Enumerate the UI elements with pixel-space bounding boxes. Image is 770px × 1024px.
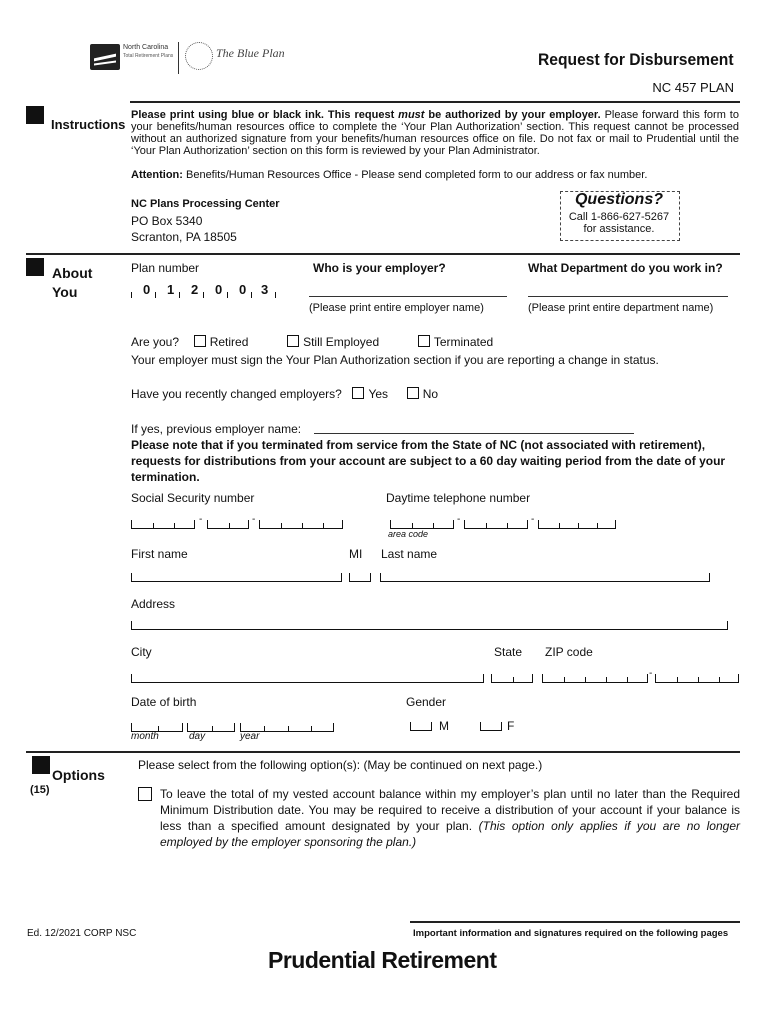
status-note: Your employer must sign the Your Plan Authorization section if you are reporting a change in status. — [131, 353, 659, 367]
termination-note: Please note that if you terminated from service from the State of NC (not associated with retirement), requests for distributions from your account are subject to a 60 day waiting period from the date of your termination. — [131, 438, 726, 484]
questions-title: Questions? — [574, 191, 663, 208]
ssn-separator: - — [252, 514, 256, 525]
ssn-label: Social Security number — [131, 491, 255, 505]
state-label: State — [494, 645, 523, 659]
form-title: Request for Disbursement — [538, 50, 734, 69]
logo-area — [90, 42, 300, 76]
footer-rule — [410, 921, 740, 923]
last-name-label: Last name — [381, 547, 438, 561]
instructions-rule — [26, 253, 740, 255]
department-hint: (Please print entire department name) — [528, 302, 714, 314]
checkbox-still-employed[interactable] — [287, 335, 299, 347]
checkbox-retired[interactable] — [194, 335, 206, 347]
ssn-field-3[interactable] — [259, 520, 343, 529]
employer-question: Who is your employer? — [313, 261, 446, 275]
ssn-separator: - — [199, 514, 203, 525]
zip-field[interactable] — [542, 674, 648, 683]
phone-line-field[interactable] — [538, 520, 616, 529]
script-logo-text: The Blue Plan — [216, 46, 285, 60]
no-label: No — [422, 387, 439, 401]
yes-label: Yes — [368, 387, 389, 401]
ssn-field-2[interactable] — [207, 520, 249, 529]
address-line2: Scranton, PA 18505 — [131, 230, 237, 244]
area-code-label: area code — [388, 529, 429, 539]
last-name-field[interactable] — [380, 573, 710, 582]
seal-icon — [185, 42, 213, 70]
zip-label: ZIP code — [545, 645, 593, 659]
options-label: Options — [52, 767, 105, 783]
mi-label: MI — [349, 547, 363, 561]
nc-logo-text: North Carolina — [123, 44, 169, 51]
status-retired-label: Retired — [209, 335, 249, 349]
ssn-field-1[interactable] — [131, 520, 195, 529]
employer-input-line[interactable] — [309, 296, 507, 297]
previous-employer-input-line[interactable] — [314, 433, 634, 434]
section-bullet — [26, 106, 44, 124]
header-rule — [130, 101, 740, 103]
instructions-bold-tail: be authorized by your employer. — [424, 109, 601, 121]
first-name-label: First name — [131, 547, 188, 561]
about-label-1: About — [52, 265, 93, 281]
instructions-bold: Please print using blue or black ink. This request — [131, 109, 399, 121]
phone-prefix-field[interactable] — [464, 520, 528, 529]
state-field[interactable] — [491, 674, 533, 683]
plan-digit: 0 — [239, 282, 247, 297]
first-name-field[interactable] — [131, 573, 342, 582]
month-label: month — [131, 731, 159, 742]
plan-digit: 0 — [215, 282, 223, 297]
gender-m-field[interactable] — [410, 722, 432, 731]
plan-digit: 2 — [191, 282, 199, 297]
about-rule — [26, 751, 740, 753]
option1-text — [160, 786, 740, 850]
status-question: Are you? — [131, 335, 180, 349]
instructions-label: Instructions — [51, 117, 126, 132]
status-employed-label: Still Employed — [303, 335, 380, 349]
option1-note: (This option only applies if you are no longer employed by the employer sponsoring the plan.) — [160, 819, 740, 849]
checkbox-yes[interactable] — [352, 387, 364, 399]
checkbox-terminated[interactable] — [418, 335, 430, 347]
mi-field[interactable] — [349, 573, 371, 582]
option1-checkbox[interactable] — [138, 787, 152, 801]
previous-employer-label: If yes, previous employer name: — [131, 422, 302, 436]
option1-body: To leave the total of my vested account balance within my employer’s plan until no later than the Required Minimum Distribution date. You may be required to receive a distribution of your account if your balance is less than a specified amount designated by your plan. — [160, 787, 740, 833]
city-field[interactable] — [131, 674, 484, 683]
plan-number-field — [131, 282, 277, 298]
options-intro: Please select from the following option(s): (May be continued on next page.) — [138, 758, 543, 772]
prudential-logo: Prudential Retirement — [268, 947, 497, 973]
instructions-body: Please forward this form to your benefits/human resources office to complete the ‘Your Plan Authorization’ section. This request cannot be processed without an authorized signature from your benefits/human resources office on file. Do not fax or mail to Prudential until the ‘Your Plan Authorization’ section on this form is reviewed by your Plan Administrator. — [131, 109, 739, 157]
changed-employer-question: Have you recently changed employers? — [131, 387, 342, 401]
plan-digit: 1 — [167, 282, 175, 297]
plan-digit: 3 — [261, 282, 269, 297]
address-line1: PO Box 5340 — [131, 214, 203, 228]
gender-f-label: F — [507, 719, 515, 733]
status-row — [131, 335, 691, 349]
year-label: year — [240, 731, 260, 742]
questions-phone: Call 1-866-627-5267 — [568, 211, 670, 223]
gender-m-label: M — [439, 719, 449, 733]
status-terminated-label: Terminated — [433, 335, 494, 349]
edition-text: Ed. 12/2021 CORP NSC — [27, 928, 137, 939]
section-bullet — [26, 258, 44, 276]
nc-logo-icon — [90, 44, 120, 70]
attention-line — [131, 169, 739, 181]
section-bullet — [32, 756, 50, 774]
gender-label: Gender — [406, 695, 447, 709]
employer-hint: (Please print entire employer name) — [309, 302, 484, 314]
attention-label: Attention: — [131, 169, 183, 181]
nc-logo-subtext: Total Retirement Plans — [123, 53, 174, 59]
gender-f-field[interactable] — [480, 722, 502, 731]
day-label: day — [189, 731, 206, 742]
about-label-2: You — [52, 284, 78, 300]
plan-digit: 0 — [143, 282, 151, 297]
plan-number-label: Plan number — [131, 261, 200, 275]
phone-label: Daytime telephone number — [386, 491, 531, 505]
phone-area-field[interactable] — [390, 520, 454, 529]
instructions-must: must — [398, 109, 425, 121]
changed-employer-row — [131, 387, 438, 401]
attention-text: Benefits/Human Resources Office - Please send completed form to our address or fax number. — [182, 169, 648, 181]
logo-divider — [178, 42, 179, 74]
options-number: (15) — [30, 784, 50, 796]
instructions-text — [131, 109, 739, 157]
department-question: What Department do you work in? — [528, 261, 723, 275]
dob-label: Date of birth — [131, 695, 197, 709]
zip-separator: - — [649, 668, 653, 679]
checkbox-no[interactable] — [407, 387, 419, 399]
zip-plus4-field[interactable] — [655, 674, 739, 683]
plan-name: NC 457 PLAN — [652, 80, 734, 95]
address-name: NC Plans Processing Center — [131, 198, 280, 210]
questions-assist: for assistance. — [583, 223, 655, 235]
phone-separator: - — [457, 514, 461, 525]
department-input-line[interactable] — [528, 296, 728, 297]
city-label: City — [131, 645, 152, 659]
phone-separator: - — [531, 514, 535, 525]
footer-note: Important information and signatures required on the following pages — [413, 928, 729, 939]
address-field[interactable] — [131, 621, 728, 630]
address-label: Address — [131, 597, 176, 611]
